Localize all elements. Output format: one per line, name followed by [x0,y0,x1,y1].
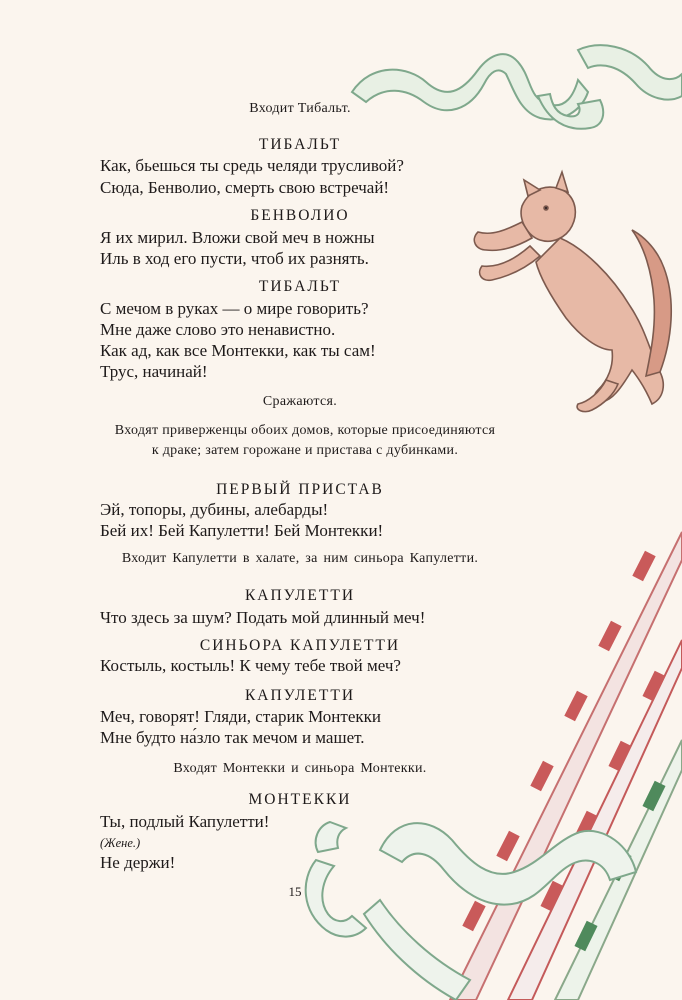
stage-direction: Входит Тибальт. [249,101,351,116]
speaker-name: КАПУЛЕТТИ [244,687,356,704]
stage-aside: (Жене.) [100,836,141,850]
stage-direction: Входят приверженцы обоих домов, которые присоединяются [114,423,496,438]
stage-direction: Входит Капулетти в халате, за ним синьора Капулетти. [121,551,479,566]
speaker-name: СИНЬОРА КАПУЛЕТТИ [199,637,401,654]
verse-line: Трус, начинай! [100,362,208,381]
speaker-name: ПЕРВЫЙ ПРИСТАВ [216,481,384,498]
stage-direction: Входят Монтекки и синьора Монтекки. [173,761,427,776]
speaker-name: КАПУЛЕТТИ [244,587,356,604]
verse-line: Иль в ход его пусти, чтоб их разнять. [100,249,369,268]
verse-line: Мне даже слово это ненавистно. [100,320,336,339]
page-number: 15 [288,884,302,899]
speaker-name: ТИБАЛЬТ [258,136,342,153]
verse-line: Бей их! Бей Капулетти! Бей Монтекки! [100,521,384,540]
verse-line: Ты, подлый Капулетти! [100,812,270,831]
speaker-name: БЕНВОЛИО [250,207,350,224]
verse-line: Что здесь за шум? Подать мой длинный меч! [100,608,426,627]
verse-line: Сюда, Бенволио, смерть свою встречай! [100,178,390,197]
verse-line: С мечом в руках — о мире говорить? [100,299,369,318]
speaker-name: ТИБАЛЬТ [258,278,342,295]
verse-line: Мне будто на́зло так мечом и машет. [100,728,365,747]
speaker-name: МОНТЕККИ [248,791,352,808]
verse-line: Не держи! [100,853,176,872]
verse-line: Эй, топоры, дубины, алебарды! [100,500,329,519]
verse-line: Как ад, как все Монтекки, как ты сам! [100,341,376,360]
stage-direction: Сражаются. [262,394,338,409]
verse-line: Я их мирил. Вложи свой меч в ножны [100,228,375,247]
verse-line: Меч, говорят! Гляди, старик Монтекки [100,707,381,726]
verse-line: Как, бьешься ты средь челяди трусливой? [100,156,404,175]
stage-direction: к драке; затем горожане и пристава с дубинками. [151,443,459,458]
verse-line: Костыль, костыль! К чему тебе твой меч? [100,656,401,675]
